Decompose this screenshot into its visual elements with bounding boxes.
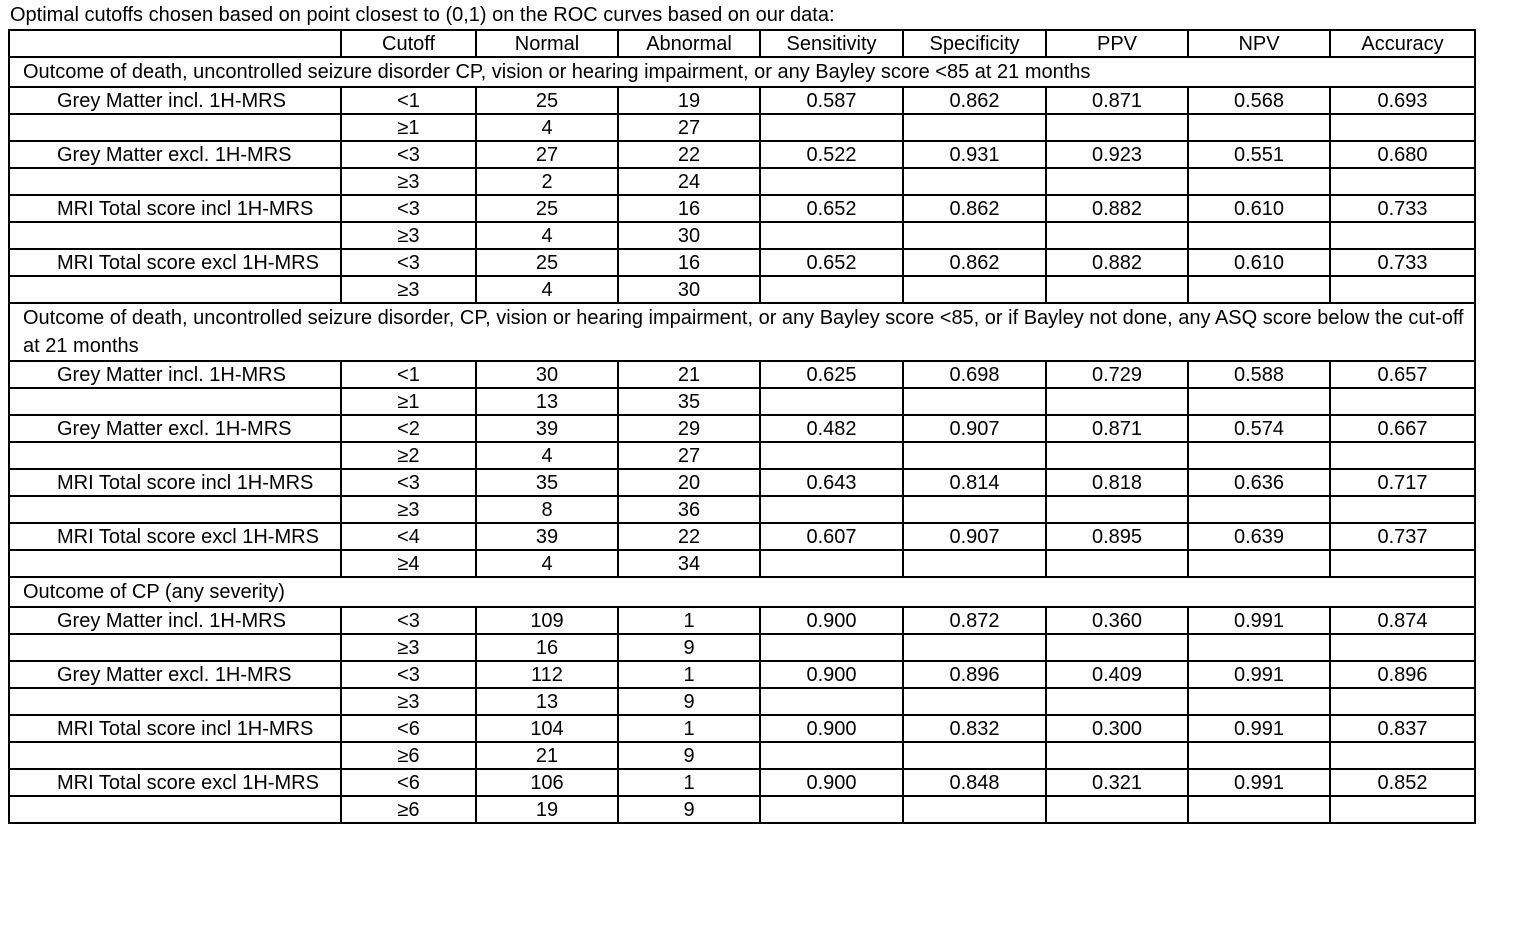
cell-abnormal: 30: [618, 222, 760, 249]
cell-accuracy: [1330, 550, 1475, 577]
cell-label: MRI Total score excl 1H-MRS: [9, 249, 341, 276]
cell-cutoff: <3: [341, 141, 476, 168]
cell-specificity: [903, 222, 1046, 249]
cell-cutoff: <4: [341, 523, 476, 550]
cell-sensitivity: 0.522: [760, 141, 903, 168]
cell-accuracy: 0.852: [1330, 769, 1475, 796]
cell-accuracy: [1330, 496, 1475, 523]
cell-abnormal: 22: [618, 523, 760, 550]
table-row: [9, 607, 1475, 634]
cell-sensitivity: [760, 688, 903, 715]
cell-accuracy: [1330, 742, 1475, 769]
cell-npv: [1188, 442, 1330, 469]
cell-sensitivity: [760, 496, 903, 523]
cell-abnormal: 9: [618, 796, 760, 823]
cell-npv: 0.636: [1188, 469, 1330, 496]
cell-ppv: 0.360: [1046, 607, 1188, 634]
cell-cutoff: ≥3: [341, 634, 476, 661]
table-row: [9, 661, 1475, 688]
cell-cutoff: ≥4: [341, 550, 476, 577]
cell-accuracy: [1330, 168, 1475, 195]
cell-npv: 0.639: [1188, 523, 1330, 550]
cell-sensitivity: 0.900: [760, 607, 903, 634]
cell-specificity: 0.814: [903, 469, 1046, 496]
cell-abnormal: 27: [618, 442, 760, 469]
cell-sensitivity: [760, 114, 903, 141]
cell-normal: 39: [476, 415, 618, 442]
cell-ppv: [1046, 742, 1188, 769]
cell-normal: 112: [476, 661, 618, 688]
cell-accuracy: [1330, 388, 1475, 415]
cell-npv: [1188, 742, 1330, 769]
cell-ppv: 0.923: [1046, 141, 1188, 168]
cell-cutoff: ≥3: [341, 168, 476, 195]
header-cell-cutoff: Cutoff: [341, 30, 476, 57]
cell-cutoff: ≥3: [341, 496, 476, 523]
cell-cutoff: <1: [341, 361, 476, 388]
cell-abnormal: 19: [618, 87, 760, 114]
cell-sensitivity: [760, 388, 903, 415]
cell-abnormal: 35: [618, 388, 760, 415]
cell-ppv: 0.882: [1046, 195, 1188, 222]
cell-normal: 4: [476, 276, 618, 303]
cell-sensitivity: [760, 796, 903, 823]
cell-sensitivity: [760, 742, 903, 769]
header-cell-abnormal: Abnormal: [618, 30, 760, 57]
cell-abnormal: 21: [618, 361, 760, 388]
cell-specificity: [903, 688, 1046, 715]
cell-normal: 13: [476, 688, 618, 715]
cell-label: Grey Matter excl. 1H-MRS: [9, 141, 341, 168]
cell-sensitivity: 0.625: [760, 361, 903, 388]
cell-accuracy: 0.680: [1330, 141, 1475, 168]
cell-label: MRI Total score incl 1H-MRS: [9, 715, 341, 742]
cell-cutoff: ≥6: [341, 796, 476, 823]
cell-sensitivity: 0.652: [760, 195, 903, 222]
cell-accuracy: [1330, 634, 1475, 661]
cell-sensitivity: 0.482: [760, 415, 903, 442]
cell-accuracy: 0.837: [1330, 715, 1475, 742]
cell-abnormal: 1: [618, 607, 760, 634]
cell-abnormal: 16: [618, 249, 760, 276]
cell-npv: [1188, 114, 1330, 141]
cell-abnormal: 9: [618, 634, 760, 661]
roc-cutoff-table: [8, 29, 1476, 824]
section-title: Outcome of CP (any severity): [9, 577, 1475, 607]
cell-ppv: [1046, 634, 1188, 661]
header-cell-ppv: PPV: [1046, 30, 1188, 57]
cell-label: [9, 114, 341, 141]
cell-npv: [1188, 222, 1330, 249]
header-row: [9, 30, 1475, 57]
table-caption: Optimal cutoffs chosen based on point closest to (0,1) on the ROC curves based on our data:: [10, 4, 835, 26]
cell-ppv: 0.729: [1046, 361, 1188, 388]
cell-specificity: [903, 388, 1046, 415]
table-row: [9, 496, 1475, 523]
cell-sensitivity: 0.900: [760, 769, 903, 796]
cell-cutoff: <6: [341, 715, 476, 742]
cell-npv: [1188, 688, 1330, 715]
section-header-row: [9, 577, 1475, 607]
cell-normal: 4: [476, 114, 618, 141]
cell-sensitivity: 0.587: [760, 87, 903, 114]
cell-cutoff: <3: [341, 469, 476, 496]
cell-cutoff: <1: [341, 87, 476, 114]
cell-sensitivity: [760, 634, 903, 661]
cell-npv: [1188, 550, 1330, 577]
cell-sensitivity: [760, 550, 903, 577]
cell-ppv: [1046, 114, 1188, 141]
cell-specificity: [903, 634, 1046, 661]
cell-specificity: [903, 796, 1046, 823]
section-title: Outcome of death, uncontrolled seizure disorder, CP, vision or hearing impairment, or any Bayley score <85, or if Bayley not done, any ASQ score below the cut-off at 21 months: [9, 303, 1475, 361]
table-row: [9, 195, 1475, 222]
cell-abnormal: 22: [618, 141, 760, 168]
cell-sensitivity: 0.607: [760, 523, 903, 550]
cell-accuracy: 0.733: [1330, 195, 1475, 222]
table-row: [9, 550, 1475, 577]
cell-specificity: [903, 442, 1046, 469]
cell-npv: 0.991: [1188, 607, 1330, 634]
table-body: [9, 57, 1475, 823]
cell-cutoff: <2: [341, 415, 476, 442]
cell-ppv: [1046, 222, 1188, 249]
cell-accuracy: 0.693: [1330, 87, 1475, 114]
cell-npv: 0.991: [1188, 661, 1330, 688]
table-row: [9, 415, 1475, 442]
cell-abnormal: 29: [618, 415, 760, 442]
cell-normal: 19: [476, 796, 618, 823]
cell-npv: [1188, 276, 1330, 303]
table-row: [9, 469, 1475, 496]
cell-specificity: [903, 114, 1046, 141]
cell-ppv: [1046, 168, 1188, 195]
cell-abnormal: 20: [618, 469, 760, 496]
cell-normal: 30: [476, 361, 618, 388]
header-cell-blank: [9, 30, 341, 57]
table-row: [9, 114, 1475, 141]
cell-specificity: [903, 742, 1046, 769]
cell-cutoff: <3: [341, 607, 476, 634]
cell-npv: [1188, 796, 1330, 823]
cell-label: Grey Matter incl. 1H-MRS: [9, 87, 341, 114]
table-row: [9, 222, 1475, 249]
table-row: [9, 688, 1475, 715]
cell-accuracy: 0.733: [1330, 249, 1475, 276]
cell-cutoff: ≥1: [341, 114, 476, 141]
cell-label: [9, 742, 341, 769]
cell-specificity: 0.862: [903, 87, 1046, 114]
cell-label: Grey Matter excl. 1H-MRS: [9, 661, 341, 688]
cell-npv: [1188, 496, 1330, 523]
cell-specificity: [903, 496, 1046, 523]
cell-label: [9, 222, 341, 249]
cell-specificity: 0.698: [903, 361, 1046, 388]
cell-specificity: 0.862: [903, 249, 1046, 276]
cell-label: [9, 634, 341, 661]
cell-accuracy: 0.737: [1330, 523, 1475, 550]
cell-ppv: [1046, 796, 1188, 823]
cell-normal: 13: [476, 388, 618, 415]
cell-label: MRI Total score incl 1H-MRS: [9, 469, 341, 496]
table-row: [9, 742, 1475, 769]
cell-specificity: [903, 276, 1046, 303]
cell-abnormal: 27: [618, 114, 760, 141]
cell-label: MRI Total score incl 1H-MRS: [9, 195, 341, 222]
cell-abnormal: 34: [618, 550, 760, 577]
cell-accuracy: [1330, 442, 1475, 469]
header-cell-npv: NPV: [1188, 30, 1330, 57]
cell-specificity: 0.907: [903, 415, 1046, 442]
cell-label: [9, 496, 341, 523]
cell-normal: 25: [476, 249, 618, 276]
cell-ppv: [1046, 388, 1188, 415]
cell-cutoff: ≥2: [341, 442, 476, 469]
cell-normal: 106: [476, 769, 618, 796]
cell-specificity: 0.907: [903, 523, 1046, 550]
cell-ppv: 0.895: [1046, 523, 1188, 550]
cell-sensitivity: [760, 168, 903, 195]
cell-npv: 0.991: [1188, 769, 1330, 796]
cell-abnormal: 16: [618, 195, 760, 222]
header-cell-normal: Normal: [476, 30, 618, 57]
table-row: [9, 361, 1475, 388]
cell-abnormal: 9: [618, 688, 760, 715]
cell-label: [9, 550, 341, 577]
table-row: [9, 249, 1475, 276]
cell-label: [9, 388, 341, 415]
cell-abnormal: 36: [618, 496, 760, 523]
cell-normal: 16: [476, 634, 618, 661]
cell-normal: 25: [476, 87, 618, 114]
cell-label: MRI Total score excl 1H-MRS: [9, 523, 341, 550]
cell-accuracy: [1330, 114, 1475, 141]
cell-label: [9, 796, 341, 823]
cell-specificity: 0.896: [903, 661, 1046, 688]
table-row: [9, 276, 1475, 303]
cell-ppv: [1046, 550, 1188, 577]
cell-sensitivity: 0.643: [760, 469, 903, 496]
cell-normal: 27: [476, 141, 618, 168]
cell-ppv: 0.321: [1046, 769, 1188, 796]
cell-npv: 0.551: [1188, 141, 1330, 168]
cell-specificity: 0.872: [903, 607, 1046, 634]
cell-accuracy: 0.657: [1330, 361, 1475, 388]
cell-normal: 21: [476, 742, 618, 769]
cell-abnormal: 24: [618, 168, 760, 195]
cell-cutoff: ≥3: [341, 222, 476, 249]
cell-accuracy: 0.667: [1330, 415, 1475, 442]
table-row: [9, 796, 1475, 823]
cell-accuracy: [1330, 276, 1475, 303]
cell-accuracy: 0.874: [1330, 607, 1475, 634]
cell-abnormal: 1: [618, 661, 760, 688]
cell-npv: 0.588: [1188, 361, 1330, 388]
cell-normal: 35: [476, 469, 618, 496]
cell-label: Grey Matter excl. 1H-MRS: [9, 415, 341, 442]
table-row: [9, 715, 1475, 742]
cell-cutoff: ≥3: [341, 276, 476, 303]
cell-specificity: 0.931: [903, 141, 1046, 168]
table-row: [9, 769, 1475, 796]
cell-normal: 104: [476, 715, 618, 742]
cell-specificity: [903, 550, 1046, 577]
table-row: [9, 87, 1475, 114]
cell-ppv: [1046, 276, 1188, 303]
table-row: [9, 442, 1475, 469]
cell-npv: 0.574: [1188, 415, 1330, 442]
cell-sensitivity: [760, 442, 903, 469]
table-row: [9, 634, 1475, 661]
cell-cutoff: <3: [341, 195, 476, 222]
cell-npv: [1188, 388, 1330, 415]
cell-npv: 0.568: [1188, 87, 1330, 114]
cell-npv: 0.610: [1188, 249, 1330, 276]
cell-ppv: [1046, 442, 1188, 469]
cell-npv: [1188, 634, 1330, 661]
cell-cutoff: <3: [341, 661, 476, 688]
cell-specificity: 0.832: [903, 715, 1046, 742]
cell-ppv: [1046, 688, 1188, 715]
cell-label: Grey Matter incl. 1H-MRS: [9, 607, 341, 634]
cell-normal: 4: [476, 222, 618, 249]
section-title: Outcome of death, uncontrolled seizure disorder CP, vision or hearing impairment, or any Bayley score <85 at 21 months: [9, 57, 1475, 87]
cell-ppv: 0.409: [1046, 661, 1188, 688]
cell-cutoff: ≥3: [341, 688, 476, 715]
cell-npv: [1188, 168, 1330, 195]
cell-accuracy: [1330, 222, 1475, 249]
cell-normal: 39: [476, 523, 618, 550]
cell-ppv: 0.300: [1046, 715, 1188, 742]
table-row: [9, 388, 1475, 415]
cell-label: [9, 688, 341, 715]
header-cell-sensitivity: Sensitivity: [760, 30, 903, 57]
header-cell-specificity: Specificity: [903, 30, 1046, 57]
cell-label: Grey Matter incl. 1H-MRS: [9, 361, 341, 388]
cell-normal: 25: [476, 195, 618, 222]
cell-normal: 109: [476, 607, 618, 634]
cell-label: [9, 442, 341, 469]
table-row: [9, 168, 1475, 195]
cell-accuracy: 0.717: [1330, 469, 1475, 496]
cell-label: [9, 168, 341, 195]
table-row: [9, 523, 1475, 550]
cell-cutoff: <6: [341, 769, 476, 796]
cell-sensitivity: [760, 222, 903, 249]
cell-normal: 4: [476, 550, 618, 577]
cell-accuracy: 0.896: [1330, 661, 1475, 688]
cell-specificity: [903, 168, 1046, 195]
cell-cutoff: ≥6: [341, 742, 476, 769]
header-cell-accuracy: Accuracy: [1330, 30, 1475, 57]
cell-accuracy: [1330, 688, 1475, 715]
cell-sensitivity: 0.900: [760, 661, 903, 688]
cell-sensitivity: [760, 276, 903, 303]
cell-normal: 2: [476, 168, 618, 195]
cell-npv: 0.991: [1188, 715, 1330, 742]
cell-normal: 8: [476, 496, 618, 523]
section-header-row: [9, 303, 1475, 361]
cell-normal: 4: [476, 442, 618, 469]
cell-specificity: 0.862: [903, 195, 1046, 222]
section-header-row: [9, 57, 1475, 87]
cell-ppv: 0.882: [1046, 249, 1188, 276]
cell-sensitivity: 0.900: [760, 715, 903, 742]
cell-abnormal: 1: [618, 715, 760, 742]
cell-ppv: [1046, 496, 1188, 523]
cell-sensitivity: 0.652: [760, 249, 903, 276]
cell-ppv: 0.871: [1046, 87, 1188, 114]
cell-ppv: 0.871: [1046, 415, 1188, 442]
cell-cutoff: ≥1: [341, 388, 476, 415]
cell-npv: 0.610: [1188, 195, 1330, 222]
cell-accuracy: [1330, 796, 1475, 823]
cell-specificity: 0.848: [903, 769, 1046, 796]
cell-ppv: 0.818: [1046, 469, 1188, 496]
cell-abnormal: 30: [618, 276, 760, 303]
cell-label: [9, 276, 341, 303]
cell-cutoff: <3: [341, 249, 476, 276]
cell-label: MRI Total score excl 1H-MRS: [9, 769, 341, 796]
table-row: [9, 141, 1475, 168]
cell-abnormal: 1: [618, 769, 760, 796]
cell-abnormal: 9: [618, 742, 760, 769]
